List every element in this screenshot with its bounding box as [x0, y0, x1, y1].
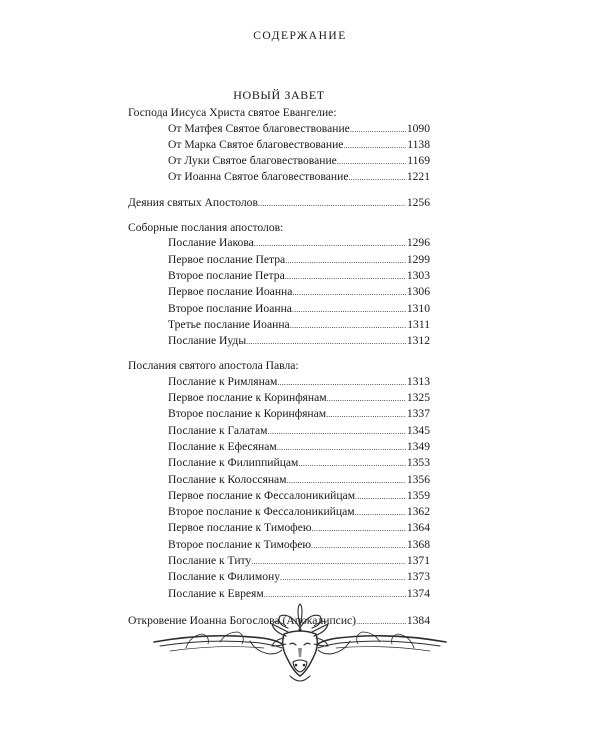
toc-entry[interactable]: [128, 137, 430, 153]
toc-entry[interactable]: [128, 586, 430, 602]
toc-entry[interactable]: [128, 252, 430, 268]
toc-entry-title: Первое послание к Фессалоникийцам: [168, 488, 356, 502]
toc-entry[interactable]: [128, 268, 430, 284]
toc-entry[interactable]: [128, 537, 430, 553]
page-header: СОДЕРЖАНИЕ: [253, 30, 347, 42]
toc-entry-title: Послание к Филимону: [168, 570, 281, 584]
toc-entry-page: 1353: [406, 456, 430, 470]
leader-dots: [251, 554, 406, 569]
leader-dots: [298, 456, 405, 471]
toc-entry-title: Послание к Титу: [168, 554, 252, 568]
leader-dots: [326, 407, 406, 422]
toc-entry-page: 1345: [406, 423, 430, 437]
leader-dots: [355, 489, 406, 504]
toc-entry[interactable]: [128, 333, 430, 349]
toc-entry-title: Третье послание Иоанна: [168, 317, 290, 331]
toc-entry[interactable]: [128, 301, 430, 317]
toc-entry[interactable]: [128, 390, 430, 406]
leader-dots: [337, 154, 406, 169]
toc-entry-page: 1311: [407, 317, 430, 331]
leader-dots: [287, 473, 406, 488]
toc-entry-title: Послание Иакова: [168, 236, 254, 250]
toc-entry-page: 1313: [406, 374, 430, 388]
toc-entry-title: Послание к Галатам: [168, 423, 268, 437]
ornament-bull-head-icon: [150, 602, 450, 688]
toc-entry-title: Первое послание Иоанна: [168, 285, 293, 299]
toc-entry-page: 1384: [406, 613, 430, 627]
toc-entry-title: Деяния святых Апостолов: [128, 195, 258, 209]
leader-dots: [268, 424, 406, 439]
toc-entry[interactable]: [128, 374, 430, 390]
toc-entry-title: От Марка Святое благовествование: [168, 137, 344, 151]
leader-dots: [254, 236, 406, 251]
toc-entry[interactable]: [128, 153, 430, 169]
leader-dots: [292, 302, 406, 317]
pauline-epistles-heading: Послания святого апостола Павла:: [128, 359, 299, 373]
table-of-contents: [128, 88, 430, 629]
leader-dots: [280, 570, 406, 585]
toc-entry-title: Первое послание к Коринфянам: [168, 391, 327, 405]
toc-entry-title: Второе послание к Фессалоникийцам: [168, 505, 355, 519]
toc-entry[interactable]: [128, 439, 430, 455]
toc-entry-title: От Луки Святое благовествование: [168, 154, 337, 168]
leader-dots: [290, 318, 407, 333]
toc-entry-page: 1303: [406, 268, 430, 282]
toc-entry-page: 1310: [406, 301, 430, 315]
toc-entry-page: 1090: [406, 121, 430, 135]
leader-dots: [285, 269, 406, 284]
toc-entry-title: Откровение Иоанна Богослова (Апокалипсис): [128, 613, 357, 627]
toc-entry[interactable]: [128, 235, 430, 251]
toc-entry-page: 1349: [406, 439, 430, 453]
toc-entry-page: 1356: [406, 472, 430, 486]
leader-dots: [312, 521, 406, 536]
toc-entry[interactable]: [128, 569, 430, 585]
toc-entry-page: 1362: [406, 505, 430, 519]
catholic-epistles-heading: Соборные послания апостолов:: [128, 221, 284, 235]
toc-entry-title: Послание к Римлянам: [168, 374, 278, 388]
leader-dots: [327, 391, 406, 406]
toc-entry[interactable]: [128, 553, 430, 569]
leader-dots: [311, 538, 406, 553]
toc-entry-page: 1138: [407, 137, 430, 151]
toc-entry-title: От Иоанна Святое благовествование: [168, 170, 349, 184]
toc-entry[interactable]: [128, 317, 430, 333]
leader-dots: [264, 587, 406, 602]
toc-entry-title: Второе послание Петра: [168, 268, 285, 282]
toc-entry-title: Второе послание к Тимофею: [168, 537, 312, 551]
leader-dots: [277, 375, 405, 390]
leader-dots: [348, 170, 405, 185]
gospels-heading: Господа Иисуса Христа святое Евангелие:: [128, 106, 337, 120]
toc-entry[interactable]: [128, 284, 430, 300]
leader-dots: [246, 334, 406, 349]
toc-entry-title: От Матфея Святое благовествование: [168, 121, 350, 135]
toc-entry[interactable]: [128, 520, 430, 536]
toc-entry-page: 1306: [406, 285, 430, 299]
toc-entry-page: 1368: [406, 537, 430, 551]
toc-entry-page: 1256: [406, 195, 430, 209]
toc-entry[interactable]: [128, 406, 430, 422]
toc-entry[interactable]: [128, 488, 430, 504]
leader-dots: [258, 196, 406, 211]
leader-dots: [285, 253, 406, 268]
leader-dots: [343, 138, 406, 153]
toc-entry-page: 1169: [407, 154, 430, 168]
leader-dots: [277, 440, 406, 455]
toc-entry-page: 1221: [406, 170, 430, 184]
toc-entry-page: 1374: [406, 586, 430, 600]
toc-entry-title: Первое послание к Тимофею: [168, 521, 312, 535]
toc-entry-page: 1299: [406, 252, 430, 266]
toc-entry-title: Первое послание Петра: [168, 252, 286, 266]
toc-entry[interactable]: [128, 504, 430, 520]
toc-entry-title: Послание к Филиппийцам: [168, 456, 299, 470]
toc-entry-title: Послание Иуды: [168, 334, 247, 348]
toc-entry-page: 1371: [406, 554, 430, 568]
toc-entry-title: Послание к Колоссянам: [168, 472, 287, 486]
toc-entry-title: Второе послание к Коринфянам: [168, 407, 327, 421]
leader-dots: [292, 285, 405, 300]
toc-entry-page: 1296: [406, 236, 430, 250]
toc-entry-page: 1359: [406, 488, 430, 502]
toc-entry[interactable]: [128, 169, 430, 185]
leader-dots: [355, 505, 406, 520]
toc-entry-title: Второе послание Иоанна: [168, 301, 292, 315]
toc-entry[interactable]: [128, 423, 430, 439]
toc-entry-page: 1364: [406, 521, 430, 535]
toc-entry-page: 1337: [406, 407, 430, 421]
toc-entry[interactable]: [128, 455, 430, 471]
toc-entry-page: 1312: [406, 334, 430, 348]
toc-entry[interactable]: [128, 121, 430, 137]
toc-entry-title: Послание к Ефесянам: [168, 439, 277, 453]
toc-entry-title: Послание к Евреям: [168, 586, 264, 600]
leader-dots: [350, 122, 406, 137]
toc-entry-acts[interactable]: [128, 195, 430, 211]
toc-entry[interactable]: [128, 472, 430, 488]
toc-entry-page: 1325: [406, 391, 430, 405]
toc-entry-page: 1373: [406, 570, 430, 584]
section-title: НОВЫЙ ЗАВЕТ: [233, 88, 325, 102]
